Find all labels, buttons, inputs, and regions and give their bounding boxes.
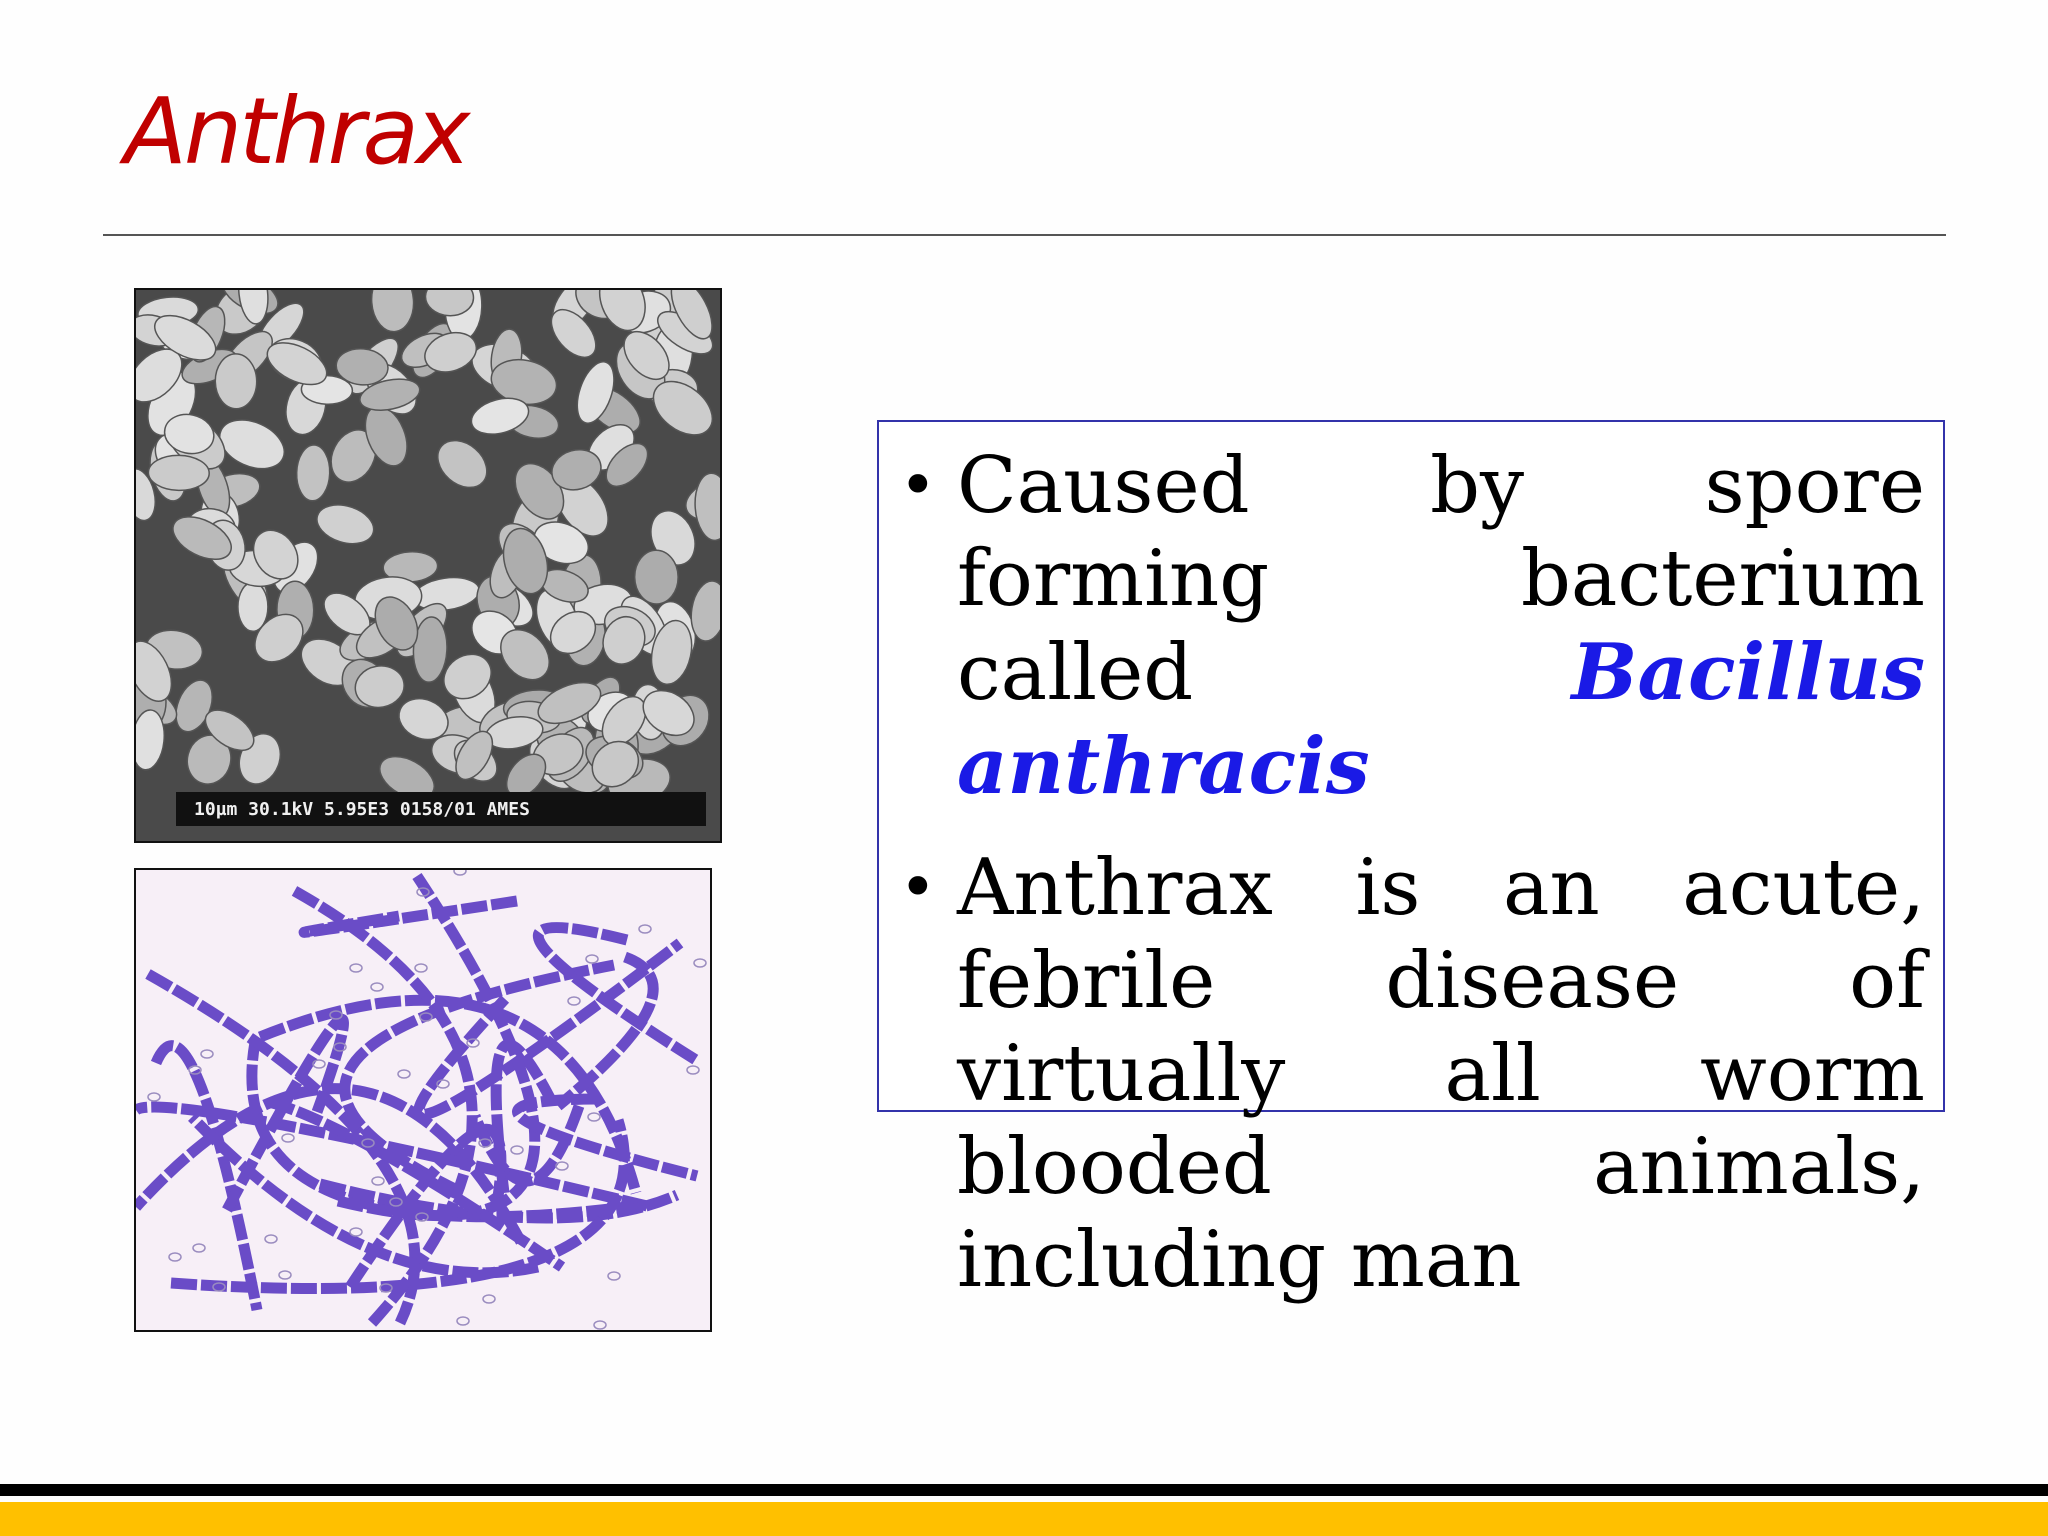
sem-micrograph-image [134, 288, 722, 843]
bullet-text: Anthrax is an acute, febrile disease of virtually all worm blooded animals, including man [957, 843, 1925, 1305]
footer-yellow-bar [0, 1502, 2048, 1536]
bullet-dot-icon: • [899, 851, 937, 925]
sem-scale-caption: 10µm 30.1kV 5.95E3 0158/01 AMES [194, 799, 530, 820]
bullet-text: Caused by spore forming bacterium called [957, 441, 1925, 718]
slide-title: Anthrax [124, 78, 468, 185]
footer-black-bar [0, 1484, 2048, 1496]
title-divider [103, 234, 1946, 236]
species-name: Bacillus anthracis [957, 627, 1925, 812]
bullet-item [879, 440, 1943, 814]
bullet-list [879, 440, 1943, 1335]
description-box [877, 420, 1945, 1305]
bullet-dot-icon: • [899, 449, 937, 523]
bullet-item [879, 842, 1943, 1307]
stained-bacilli-image [134, 868, 712, 1332]
